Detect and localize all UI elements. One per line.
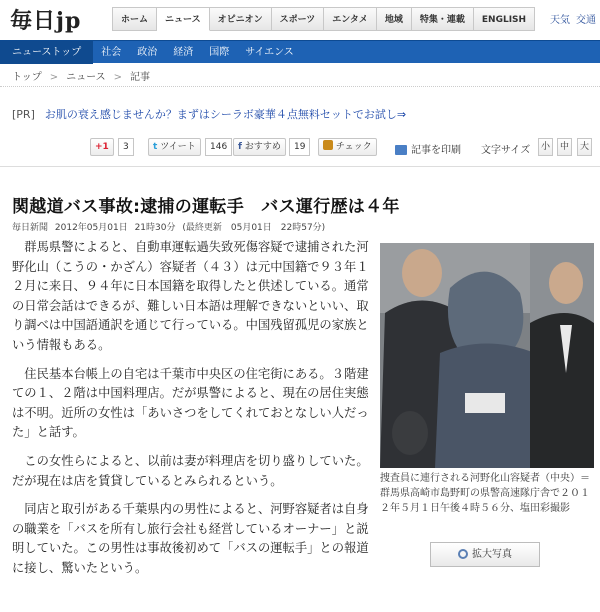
subnav-international[interactable]: 国際 bbox=[209, 46, 230, 58]
breadcrumb-news[interactable]: ニュース bbox=[66, 72, 106, 83]
top-navigation bbox=[112, 7, 535, 31]
tab-entertainment[interactable]: エンタメ bbox=[324, 7, 377, 31]
breadcrumb-separator: > bbox=[113, 72, 122, 83]
osusume-label: おすすめ bbox=[244, 142, 281, 152]
subnav-news-top[interactable]: ニューストップ bbox=[0, 41, 93, 64]
article-paragraph: この女性らによると、以前は妻が料理店を切り盛りしていた。だが現在は店を賃貸しているとみられるという。 bbox=[12, 453, 369, 488]
tweet-button[interactable] bbox=[148, 138, 201, 156]
pr-link[interactable]: お肌の衰え感じませんか？まずはシーラボ豪華４点無料セットでお試し⇒ bbox=[44, 108, 407, 121]
share-bar bbox=[0, 138, 600, 158]
divider bbox=[0, 86, 600, 87]
osusume-button[interactable] bbox=[233, 138, 286, 156]
breadcrumb-top[interactable]: トップ bbox=[12, 72, 42, 83]
pr-banner bbox=[12, 106, 406, 122]
utility-links bbox=[550, 11, 600, 26]
article-photo[interactable] bbox=[380, 243, 594, 468]
check-button[interactable] bbox=[318, 138, 377, 156]
breadcrumb-separator: > bbox=[49, 72, 59, 83]
gplus-button[interactable] bbox=[90, 138, 114, 156]
gplus-label: +1 bbox=[95, 142, 109, 152]
masthead bbox=[0, 0, 600, 40]
weather-link[interactable]: 天気 bbox=[550, 15, 570, 26]
divider bbox=[0, 166, 600, 167]
photo-illustration bbox=[380, 243, 594, 468]
news-subnav bbox=[0, 40, 600, 63]
article-updated: (最終更新 05月01日 22時57分) bbox=[182, 223, 326, 233]
font-size-large-button[interactable]: 大 bbox=[577, 138, 592, 156]
article-headline: 関越道バス事故:逮捕の運転手 バス運行歴は４年 bbox=[12, 197, 400, 217]
mixi-icon bbox=[323, 140, 333, 150]
tab-sports[interactable]: スポーツ bbox=[272, 7, 325, 31]
subnav-politics[interactable]: 政治 bbox=[137, 46, 158, 58]
tab-news[interactable]: ニュース bbox=[157, 7, 210, 31]
printer-icon bbox=[395, 145, 407, 155]
osusume-count: 19 bbox=[289, 138, 310, 156]
pr-tag: [PR] bbox=[12, 108, 35, 121]
print-label: 記事を印刷 bbox=[411, 145, 461, 156]
check-label: チェック bbox=[335, 142, 372, 152]
print-link[interactable] bbox=[395, 141, 461, 156]
tweet-label: ツイート bbox=[160, 142, 196, 152]
breadcrumb bbox=[12, 68, 150, 83]
site-logo[interactable]: 毎日jp bbox=[10, 8, 82, 34]
tab-home[interactable]: ホーム bbox=[112, 7, 157, 31]
tab-local[interactable]: 地域 bbox=[377, 7, 412, 31]
enlarge-photo-label: 拡大写真 bbox=[472, 549, 512, 560]
font-size-label: 文字サイズ bbox=[481, 145, 531, 156]
article-paragraph: 住民基本台帳上の自宅は千葉市中央区の住宅街にある。３階建ての１、２階は中国料理店。だが県警によると、現在の居住実態は不明。近所の女性は「あいさつをしてくれておとなしい人だった」と話す。 bbox=[12, 366, 369, 440]
tab-english[interactable]: ENGLISH bbox=[474, 7, 535, 31]
photo-caption: 捜査員に連行される河野化山容疑者（中央）＝群馬県高崎市島野町の県警高速隊庁舎で２０１２年５月１日午後４時５６分、塩田彩撮影 bbox=[380, 473, 590, 514]
article-date: 2012年05月01日 bbox=[54, 223, 128, 233]
subnav-science[interactable]: サイエンス bbox=[245, 46, 294, 58]
traffic-link[interactable]: 交通 bbox=[576, 15, 596, 26]
article-time: 21時30分 bbox=[134, 223, 176, 233]
subnav-economy[interactable]: 経済 bbox=[173, 46, 194, 58]
tweet-count: 146 bbox=[205, 138, 232, 156]
magnifier-icon bbox=[458, 549, 468, 559]
breadcrumb-article: 記事 bbox=[129, 72, 150, 83]
article-byline bbox=[12, 220, 329, 233]
like-icon: f bbox=[238, 142, 242, 152]
twitter-icon: t bbox=[153, 142, 158, 152]
tab-features[interactable]: 特集・連載 bbox=[412, 7, 474, 31]
tab-opinion[interactable]: オピニオン bbox=[210, 7, 272, 31]
article-source: 毎日新聞 bbox=[12, 223, 49, 233]
font-size-small-button[interactable]: 小 bbox=[538, 138, 553, 156]
subnav-society[interactable]: 社会 bbox=[101, 46, 122, 58]
gplus-count: 3 bbox=[118, 138, 134, 156]
font-size-medium-button[interactable]: 中 bbox=[557, 138, 572, 156]
enlarge-photo-button[interactable] bbox=[430, 542, 540, 567]
article-body bbox=[12, 238, 372, 588]
article-paragraph: 群馬県警によると、自動車運転過失致死傷容疑で逮捕された河野化山（こうの・かざん）容疑者（４３）は元中国籍で９３年１２月に来日、９４年に日本国籍を取得したと供述している。通常の日常会話はできるが、難しい日本語は理解できないといい、取り調べは中国語通訳を通じて行っている。中国残留孤児の家族という情報もある。 bbox=[12, 240, 369, 352]
article-paragraph: 同店と取引がある千葉県内の男性によると、河野容疑者は自身の職業を「バスを所有し旅行会社も経営しているオーナー」と説明していた。この男性は事故後初めて「バスの運転手」との報道に接し、驚いたという。 bbox=[12, 502, 369, 575]
